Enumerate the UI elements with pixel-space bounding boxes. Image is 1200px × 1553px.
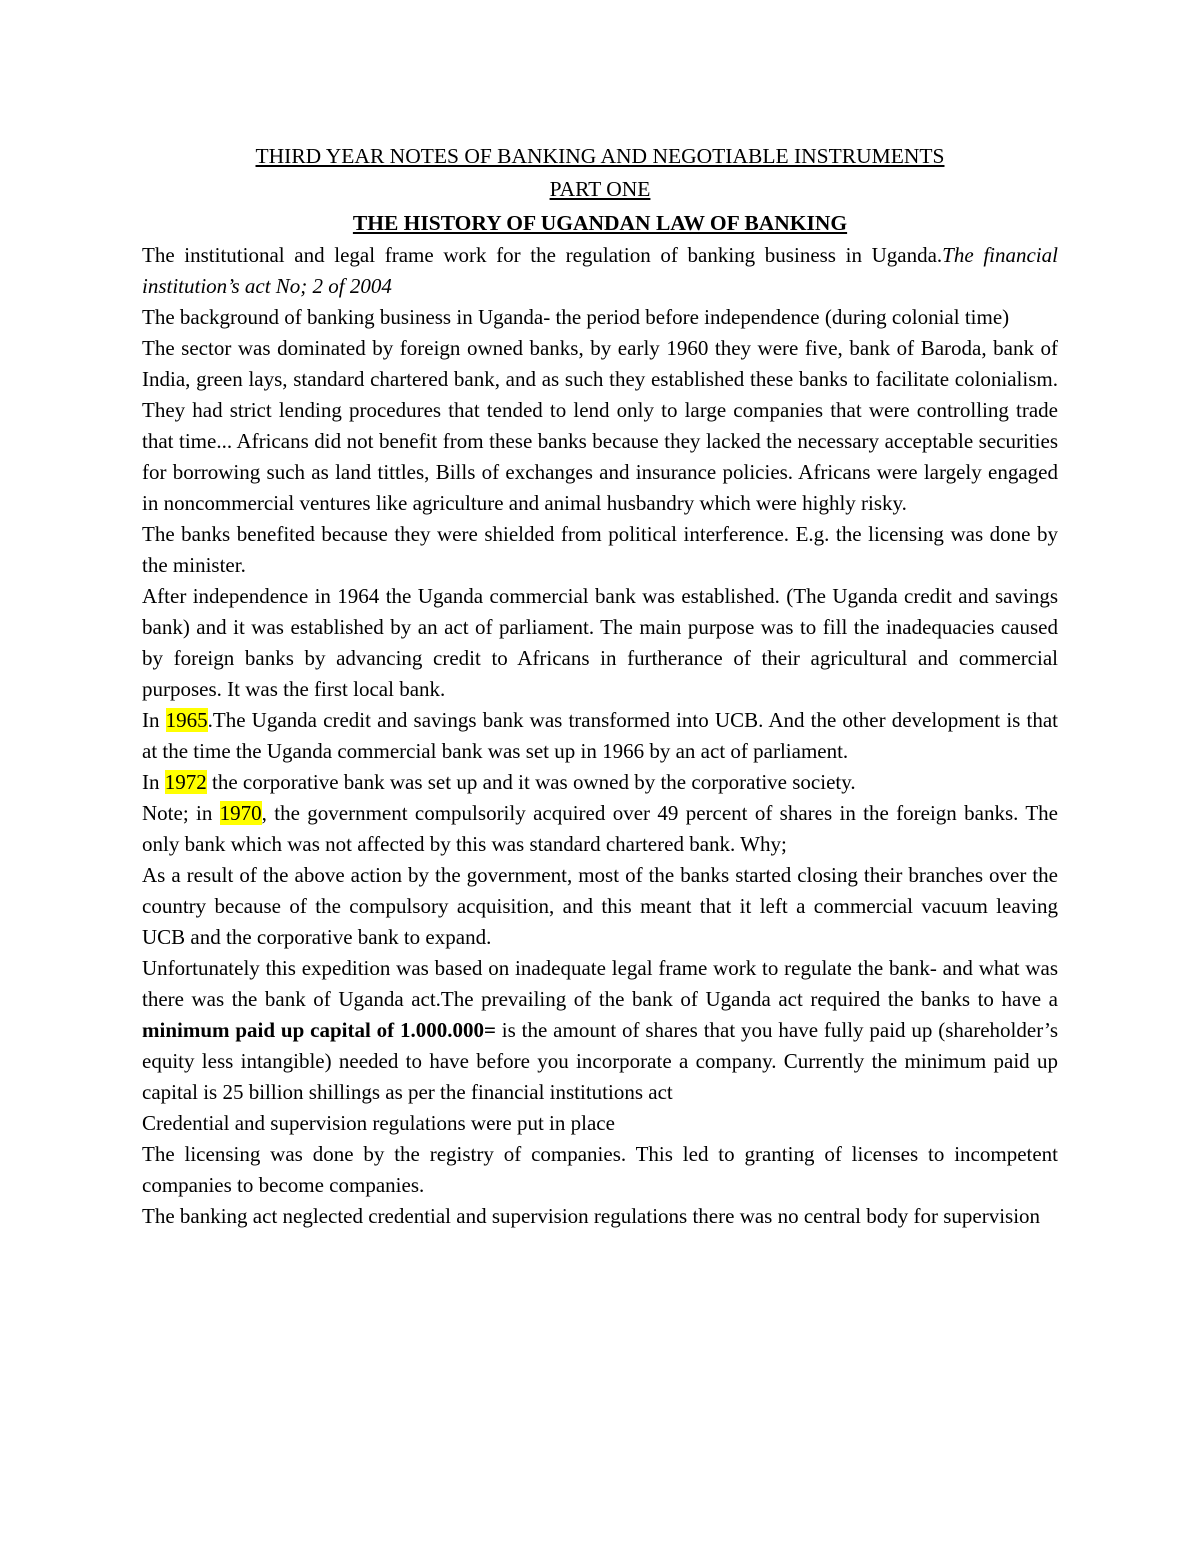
- paragraph-banking-act: The banking act neglected credential and supervision regulations there was no central body for supervision: [142, 1204, 1041, 1228]
- paragraph-foreign-banks: The sector was dominated by foreign owned banks, by early 1960 they were five, bank of Baroda, bank of India, green lays, standard chartered bank, and as such they established these banks to facilitate colonialism. They had strict lending procedures that tended to lend only to large companies that were controlling trade that time... Africans did not benefit from these banks because they lacked the necessary acceptable securities for borrowing such as land tittles, Bills of exchanges and insurance policies. Africans were largely engaged in noncommercial ventures like agriculture and animal husbandry which were highly risky.: [142, 336, 1058, 515]
- paragraph-1965: [142, 705, 1058, 767]
- paragraph-benefits: The banks benefited because they were shielded from political interference. E.g. the licensing was done by the minister.: [142, 522, 1058, 577]
- part-label: PART ONE: [549, 177, 651, 201]
- paragraph-licensing: The licensing was done by the registry of companies. This led to granting of licenses to incompetent companies to become companies.: [142, 1142, 1058, 1197]
- text-fragment: In: [142, 708, 166, 732]
- act-citation: The financial institution’s act No; 2 of 2004: [142, 243, 1058, 298]
- text-fragment: the corporative bank was set up and it was owned by the corporative society.: [206, 770, 856, 794]
- text-fragment: is the amount of shares that you have fully paid up (shareholder’s equity less intangible) needed to have before you incorporate a company. Currently the minimum paid up capital is 25 billion shillings as per the financial institutions act: [142, 1018, 1058, 1104]
- paragraph-1970: [142, 798, 1058, 860]
- minimum-capital-bold: minimum paid up capital of 1.000.000=: [142, 1018, 496, 1042]
- highlighted-year-1965: 1965: [165, 708, 208, 732]
- paragraph-intro: [142, 240, 1058, 302]
- highlighted-year-1970: 1970: [219, 801, 262, 825]
- highlighted-year-1972: 1972: [164, 770, 207, 794]
- document-title: THIRD YEAR NOTES OF BANKING AND NEGOTIABLE INSTRUMENTS: [255, 144, 945, 168]
- section-heading: THE HISTORY OF UGANDAN LAW OF BANKING: [352, 211, 848, 235]
- text-fragment: Note; in: [142, 801, 220, 825]
- paragraph-1972: [142, 767, 1058, 798]
- text-fragment: , the government compulsorily acquired over 49 percent of shares in the foreign banks. The only bank which was not affected by this was standard chartered bank. Why;: [142, 801, 1058, 856]
- paragraph-credential: Credential and supervision regulations were put in place: [142, 1111, 615, 1135]
- paragraph-background: The background of banking business in Uganda- the period before independence (during colonial time): [142, 305, 1010, 329]
- paragraph-legal-framework: [142, 953, 1058, 1108]
- paragraph-consequence: As a result of the above action by the government, most of the banks started closing their branches over the country because of the compulsory acquisition, and this meant that it left a commercial vacuum leaving UCB and the corporative bank to expand.: [142, 863, 1058, 949]
- text-fragment: Unfortunately this expedition was based on inadequate legal frame work to regulate the bank- and what was there was the bank of Uganda act.The prevailing of the bank of Uganda act required the banks to have a: [142, 956, 1058, 1011]
- text-fragment: .The Uganda credit and savings bank was transformed into UCB. And the other development is that at the time the Uganda commercial bank was set up in 1966 by an act of parliament.: [142, 708, 1058, 763]
- text-fragment: In: [142, 770, 165, 794]
- paragraph-independence: After independence in 1964 the Uganda commercial bank was established. (The Uganda credit and savings bank) and it was established by an act of parliament. The main purpose was to fill the inadequacies caused by foreign banks by advancing credit to Africans in furtherance of their agricultural and commercial purposes. It was the first local bank.: [142, 584, 1058, 701]
- intro-text: The institutional and legal frame work for the regulation of banking business in Uganda.: [142, 243, 943, 267]
- document-page: [142, 140, 1058, 1232]
